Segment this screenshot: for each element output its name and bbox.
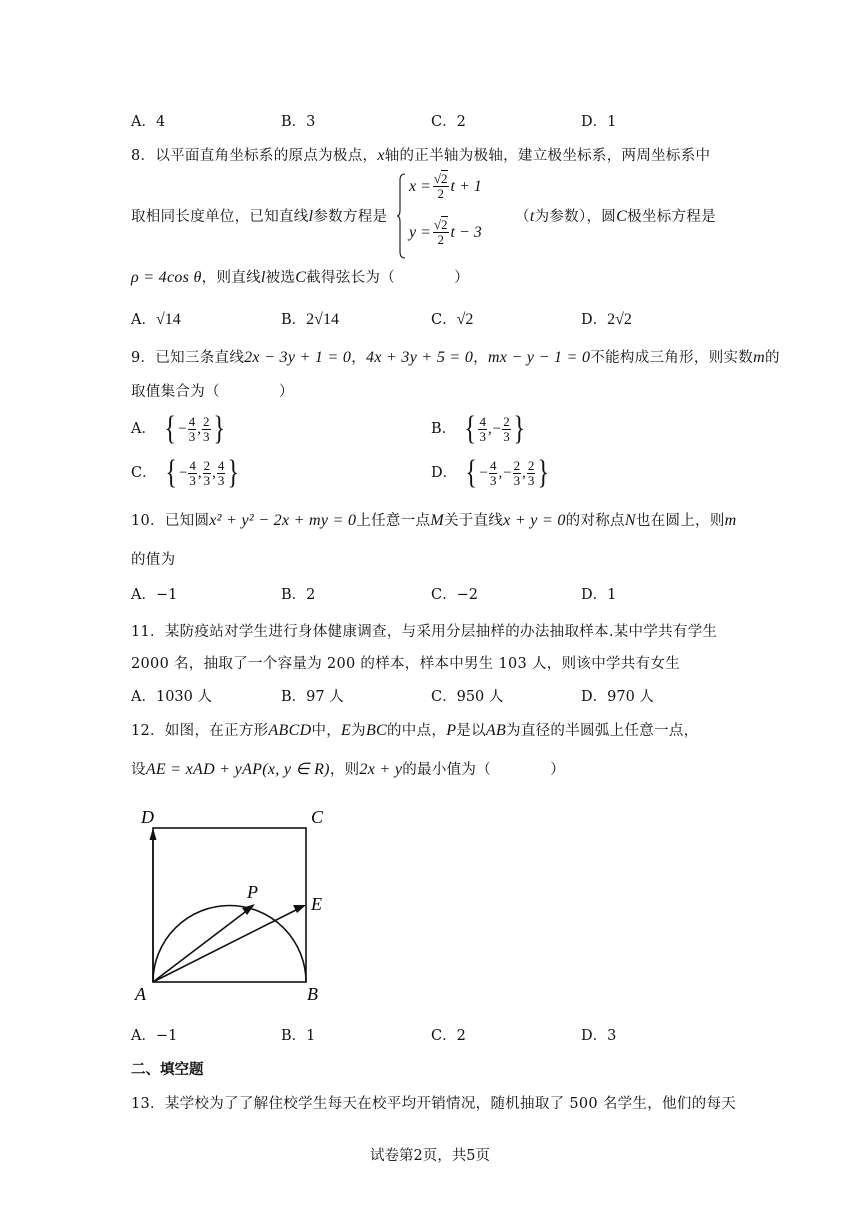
q8-sys-x-tail: t + 1 (450, 177, 482, 195)
fraction: $\frac{4}{3}$ (489, 457, 497, 488)
minus-sign: − (178, 464, 188, 481)
minus-sign: − (178, 420, 187, 437)
q9-option-d: D． { − $\frac{4}{3}$ , − $\frac{2}{3}$ , $\frac{2}{3}$ } (431, 454, 550, 491)
q8-line-3: ρ = 4cos θ，则直线l被选C截得弦长为（ ） (131, 269, 470, 286)
q7-option-d: D．1 (581, 114, 617, 130)
q11-option-d: D．970 人 (581, 689, 654, 705)
q8-param-note: （t为参数），圆C极坐标方程是 (515, 208, 716, 225)
fraction: $\frac{4}{3}$ (217, 457, 225, 488)
q8-den-2: 2 (437, 232, 444, 247)
label-d: D (141, 807, 154, 827)
q9-option-b: B． { $\frac{4}{3}$ , − $\frac{2}{3}$ } (431, 410, 525, 447)
q8-line-1: 8．以平面直角坐标系的原点为极点，x轴的正半轴为极轴，建立极坐标系，两周坐标系中 (131, 147, 711, 164)
fraction: $\frac{2}{3}$ (203, 413, 210, 444)
q10-option-a: A．−1 (131, 587, 178, 603)
q12-option-b: B．1 (281, 1028, 316, 1044)
q8-sys-y-tail: t − 3 (450, 223, 482, 241)
q10-option-b: B．2 (281, 587, 316, 603)
q8-sqrt2-num-2: √2 (433, 217, 448, 232)
right-brace-icon: } (513, 410, 525, 447)
q12-line-2: 设AE = xAD + yAP(x, y ∈ R)，则2x + y的最小值为（ ） (131, 761, 566, 778)
q8-line-2-intro: 取相同长度单位，已知直线l参数方程是 (131, 208, 388, 225)
minus-sign: − (492, 420, 502, 437)
left-brace-icon (396, 172, 406, 260)
q11-line-2: 2000 名，抽取了一个容量为 200 的样本，样本中男生 103 人，则该中学共有女生 (131, 656, 680, 672)
q8-option-d: D．2√2 (581, 311, 632, 328)
q9-option-c: C． { − $\frac{4}{3}$ , $\frac{2}{3}$ , $\frac{4}{3}$ } (131, 454, 240, 491)
q7-option-c: C．2 (431, 114, 466, 130)
label-p: P (247, 882, 258, 902)
q11-line-1: 11．某防疫站对学生进行身体健康调查，与采用分层抽样的办法抽取样本.某中学共有学生 (131, 624, 718, 640)
vector-ae (153, 908, 300, 982)
left-brace-icon: { (165, 454, 177, 491)
q8-sys-y-label: y = (409, 223, 431, 241)
q12-option-c: C．2 (431, 1028, 466, 1044)
left-brace-icon: { (465, 454, 478, 491)
right-brace-icon: } (212, 410, 225, 447)
q8-option-c: C．√2 (431, 311, 474, 328)
q11-option-c: C．950 人 (431, 689, 504, 705)
fraction: $\frac{4}{3}$ (189, 457, 196, 488)
minus-sign: − (503, 464, 512, 481)
arrowhead-ad (150, 828, 157, 840)
q11-option-a: A．1030 人 (131, 689, 212, 705)
q8-den: 2 (437, 186, 444, 201)
label-c: C (311, 807, 324, 827)
right-brace-icon: } (537, 454, 550, 491)
arrowhead-ae (293, 905, 306, 913)
section-title: 二、填空题 (131, 1061, 204, 1078)
q8-option-a: A．√14 (131, 311, 181, 328)
fraction: $\frac{2}{3}$ (503, 413, 510, 444)
q9-line-2: 取值集合为（ ） (131, 384, 294, 400)
vector-ap (153, 909, 249, 982)
fraction: $\frac{2}{3}$ (203, 457, 211, 488)
minus-sign: − (479, 464, 488, 481)
left-brace-icon: { (464, 410, 477, 447)
q12-option-d: D．3 (581, 1028, 617, 1044)
fraction: $\frac{4}{3}$ (479, 413, 486, 444)
q10-line-1: 10．已知圆x² + y² − 2x + my = 0上任意一点M关于直线x + y = 0的对称点N也在圆上，则m (131, 512, 737, 529)
q12-option-a: A．−1 (131, 1028, 178, 1044)
left-brace-icon: { (164, 410, 176, 447)
q9-line-1: 9．已知三条直线2x − 3y + 1 = 0，4x + 3y + 5 = 0，mx − y − 1 = 0不能构成三角形，则实数m的 (131, 349, 780, 366)
q8-option-b: B．2√14 (281, 311, 339, 328)
label-a: A (135, 984, 146, 1004)
q10-line-2: 的值为 (131, 552, 176, 568)
q9-option-a: A． { − $\frac{4}{3}$ , $\frac{2}{3}$ } (131, 410, 225, 447)
q8-sys-x-label: x = (409, 177, 431, 195)
fraction: $\frac{2}{3}$ (527, 457, 535, 488)
q12-square-figure (125, 800, 365, 1020)
right-brace-icon: } (227, 454, 240, 491)
page-footer: 试卷第2页，共5页 (370, 1148, 490, 1164)
fraction: $\frac{4}{3}$ (188, 413, 196, 444)
q10-option-d: D．1 (581, 587, 617, 603)
label-b: B (307, 984, 318, 1004)
q12-line-1: 12．如图，在正方形ABCD中，E为BC的中点，P是以AB为直径的半圆弧上任意一点， (131, 722, 699, 739)
q7-option-b: B．3 (281, 114, 316, 130)
q10-option-c: C．−2 (431, 587, 478, 603)
q13-line-1: 13．某学校为了了解住校学生每天在校平均开销情况，随机抽取了 500 名学生，他们的每天 (131, 1096, 737, 1112)
q11-option-b: B．97 人 (281, 689, 344, 705)
q8-parametric-system (396, 172, 506, 262)
label-e: E (311, 894, 322, 914)
fraction: $\frac{2}{3}$ (513, 457, 521, 488)
q8-sqrt2-num: √2 (433, 171, 448, 186)
q7-option-a: A．4 (131, 114, 166, 130)
